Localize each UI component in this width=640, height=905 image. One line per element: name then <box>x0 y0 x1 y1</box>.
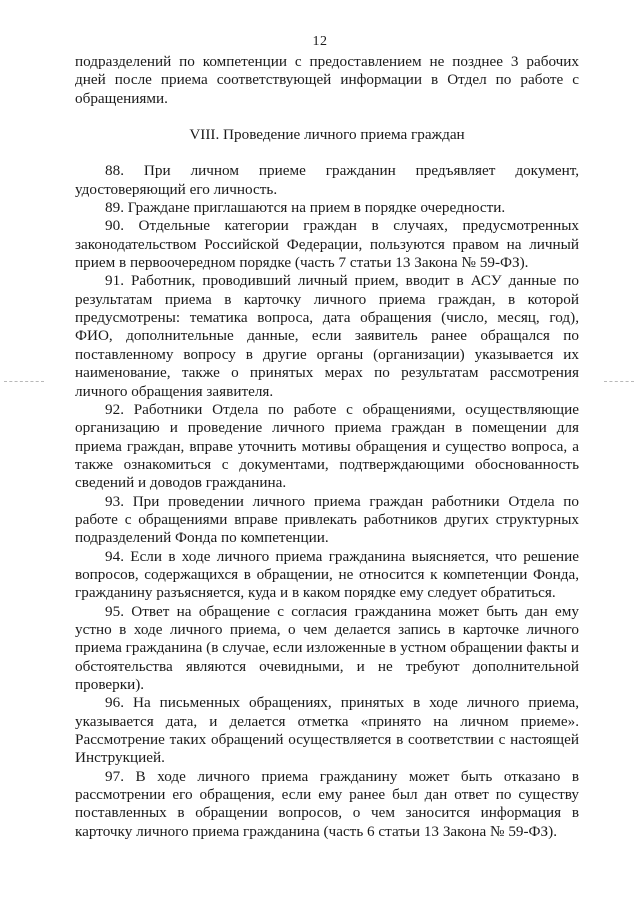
paragraph-92: 92. Работники Отдела по работе с обращениями, осуществляющие организацию и проведение личного приема граждан в помещении для приема граждан, вправе уточнить мотивы обращения и существо вопроса, а также ознакомиться с документами, подтверждающими обоснованность сведений и доводов гражданина. <box>75 400 579 492</box>
paragraph-95: 95. Ответ на обращение с согласия гражданина может быть дан ему устно в ходе личного приема, о чем делается запись в карточке личного приема гражданина (в случае, если изложенные в устном обращении факты и обстоятельства являются очевидными, и не требуют дополнительной проверки). <box>75 602 579 693</box>
paragraph-91: 91. Работник, проводивший личный прием, вводит в АСУ данные по результатам приема в карточку личного приема граждан, в которой предусмотрены: тематика вопроса, дата обращения (число, месяц, год), ФИО, дополнительные данные, если заявитель ранее обращался по поставленному вопросу в другие органы (организации) указывается их наименование, также о принятых мерах по результатам рассмотрения личного обращения заявителя. <box>75 272 579 400</box>
paragraph-93: 93. При проведении личного приема граждан работники Отдела по работе с обращениями вправе привлекать работников других структурных подразделений Фонда по компетенции. <box>75 492 579 547</box>
scan-margin-mark-right <box>604 381 634 383</box>
paragraph-94: 94. Если в ходе личного приема гражданина выясняется, что решение вопросов, содержащихся в обращении, не относится к компетенции Фонда, гражданину разъясняется, куда и в каком порядке ему следует обратиться. <box>75 547 579 602</box>
document-body <box>75 53 579 841</box>
paragraph-97: 97. В ходе личного приема гражданину может быть отказано в рассмотрении его обращения, если ему ранее был дан ответ по существу поставленных в обращении вопросов, о чем заносится информация в карточку личного приема гражданина (часть 6 статьи 13 Закона № 59-ФЗ). <box>75 767 579 840</box>
section-heading: VIII. Проведение личного приема граждан <box>189 126 465 144</box>
paragraph-96: 96. На письменных обращениях, принятых в ходе личного приема, указывается дата, и делается отметка «принято на личном приеме». Рассмотрение таких обращений осуществляется в соответствии с настоящей Инструкцией. <box>75 694 579 767</box>
paragraph-89: 89. Граждане приглашаются на прием в порядке очередности. <box>105 199 506 217</box>
paragraph-90: 90. Отдельные категории граждан в случаях, предусмотренных законодательством Российской Федерации, пользуются правом на личный прием в первоочередном порядке (часть 7 статьи 13 Закона № 59-ФЗ). <box>75 217 579 272</box>
continued-paragraph: подразделений по компетенции с предоставлением не позднее 3 рабочих дней после приема соответствующей информации в Отдел по работе с обращениями. <box>75 53 579 107</box>
page-number: 12 <box>312 34 328 49</box>
scan-margin-mark-left <box>4 381 44 383</box>
paragraph-88: 88. При личном приеме гражданин предъявляет документ, удостоверяющий его личность. <box>75 162 579 198</box>
